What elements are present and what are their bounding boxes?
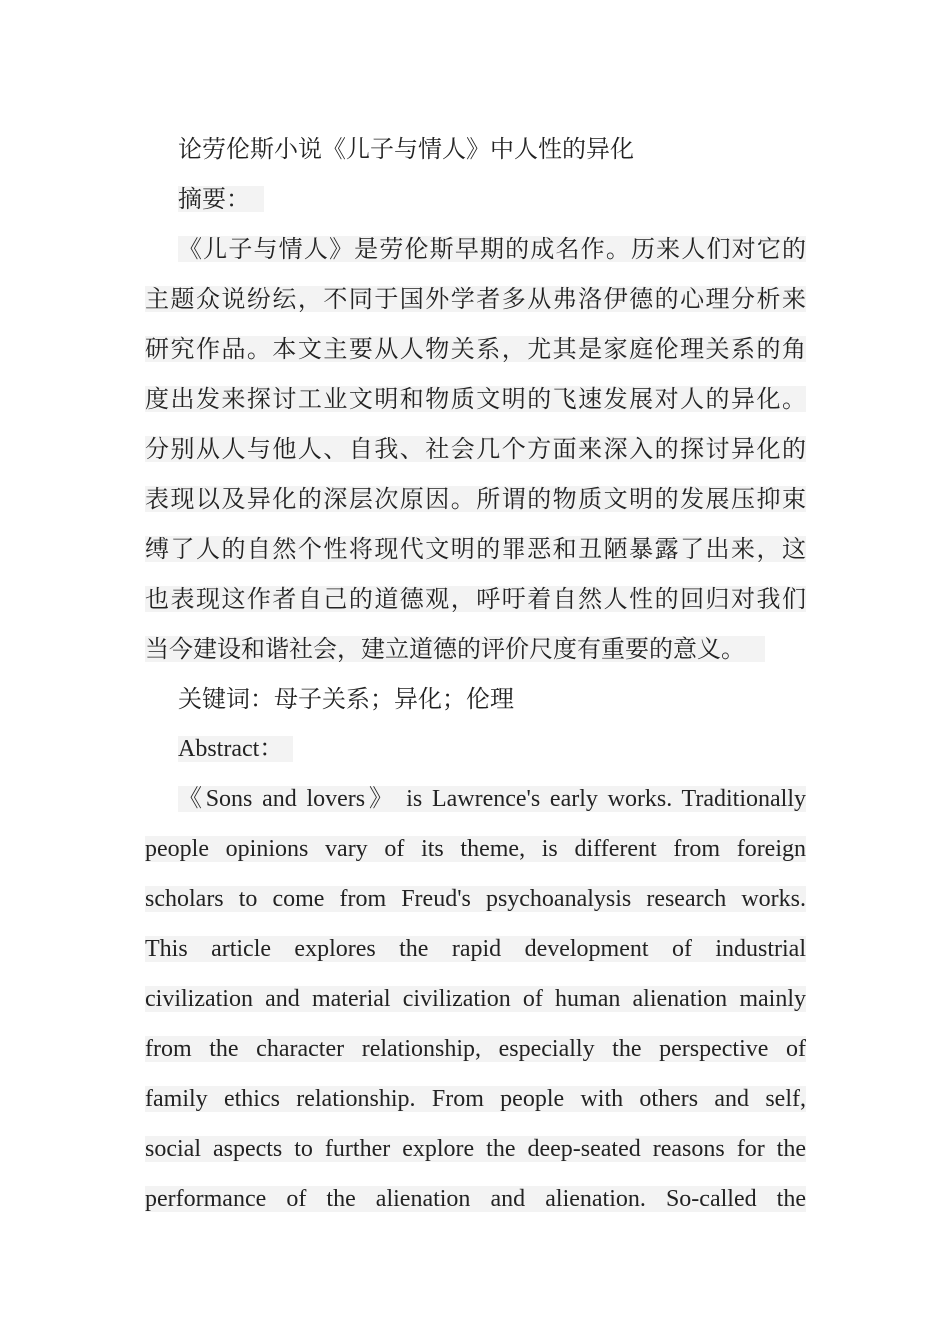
abstract-en-line: people opinions vary of its theme, is different from foreign bbox=[145, 836, 806, 862]
abstract-cn-line: 表现以及异化的深层次原因。所谓的物质文明的发展压抑束 bbox=[145, 485, 806, 513]
abstract-cn-line: 缚了人的自然个性将现代文明的罪恶和丑陋暴露了出来，这 bbox=[145, 535, 806, 563]
abstract-cn-line: 当今建设和谐社会，建立道德的评价尺度有重要的意义。 bbox=[145, 636, 765, 662]
abstract-cn-line: 研究作品。本文主要从人物关系，尤其是家庭伦理关系的角 bbox=[145, 335, 806, 363]
abstract-en-line: scholars to come from Freud's psychoanalysis research works. bbox=[145, 886, 806, 912]
abstract-cn-line: 《儿子与情人》是劳伦斯早期的成名作。历来人们对它的 bbox=[178, 235, 806, 263]
abstract-en-line: social aspects to further explore the deep-seated reasons for the bbox=[145, 1136, 806, 1162]
abstract-en-line: family ethics relationship. From people with others and self, bbox=[145, 1086, 806, 1112]
abstract-label: 摘要： bbox=[178, 186, 264, 212]
abstract-en-line: This article explores the rapid development of industrial bbox=[145, 936, 806, 962]
keywords: 关键词：母子关系；异化；伦理 bbox=[178, 685, 514, 713]
document-title: 论劳伦斯小说《儿子与情人》中人性的异化 bbox=[178, 135, 634, 163]
abstract-cn-line: 分别从人与他人、自我、社会几个方面来深入的探讨异化的 bbox=[145, 435, 806, 463]
abstract-cn-line: 也表现这作者自己的道德观，呼吁着自然人性的回归对我们 bbox=[145, 585, 806, 613]
abstract-en-line: from the character relationship, especially the perspective of bbox=[145, 1036, 806, 1062]
abstract-en-line: performance of the alienation and alienation. So-called the bbox=[145, 1186, 806, 1212]
abstract-cn-line: 主题众说纷纭，不同于国外学者多从弗洛伊德的心理分析来 bbox=[145, 285, 806, 313]
abstract-cn-line: 度出发来探讨工业文明和物质文明的飞速发展对人的异化。 bbox=[145, 385, 806, 413]
abstract-en-label: Abstract： bbox=[178, 736, 293, 762]
abstract-en-line: civilization and material civilization of human alienation mainly bbox=[145, 986, 806, 1012]
abstract-en-line: 《Sons and lovers》 is Lawrence's early works. Traditionally bbox=[178, 786, 806, 812]
